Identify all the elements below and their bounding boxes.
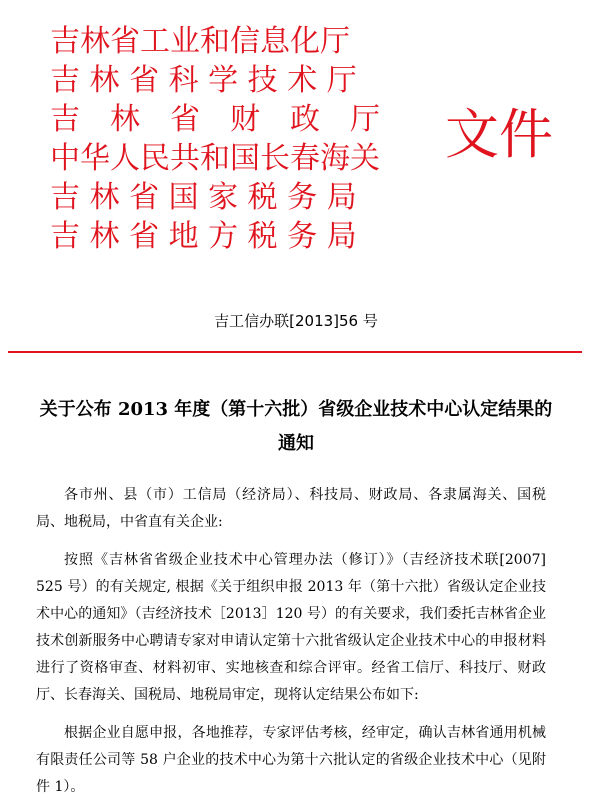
issuer-list: [50, 22, 440, 256]
issuer-name: 吉 林 省 财 政 厅: [50, 102, 380, 137]
issuer-name: 吉 林 省 科 学 技 术 厅: [50, 63, 357, 98]
body-paragraph: 按照《吉林省省级企业技术中心管理办法（修订）》（吉经济技术联[2007] 525 号）的有关规定, 根据《关于组织申报 2013 年（第十六批）省级认定企业技术中心的通知》（吉经济技术［2013］120 号）的有关要求，我们委托吉林省企业技术创新服务中心聘请专家对申请认定第十六批省级认定企业技术中心的申报材料进行了资格审查、材料初审、实地核查和综合评审。经省工信厅、科技厅、财政厅、长春海关、国税局、地税局审定，现将认定结果公布如下:: [36, 552, 546, 703]
document-number: 吉工信办联[2013]56 号: [214, 312, 378, 330]
issuer-name: 吉 林 省 国 家 税 务 局: [50, 180, 357, 215]
body-paragraph: 根据企业自愿申报，各地推荐，专家评估考核，经审定，确认吉林省通用机械有限责任公司等 58 户企业的技术中心为第十六批认定的省级企业技术中心（见附件 1）。: [36, 725, 546, 795]
salutation: 各市州、县（市）工信局（经济局）、科技局、财政局、各隶属海关、国税局、地税局，中省直有关企业:: [36, 487, 546, 530]
issuer-name: 吉 林 省 地 方 税 务 局: [50, 219, 357, 254]
document-mark: 文件: [445, 103, 553, 166]
document-body: [36, 482, 546, 812]
document-title: 关于公布 2013 年度（第十六批）省级企业技术中心认定结果的通知: [39, 399, 553, 454]
issuer-name: 中华人民共和国长春海关: [50, 141, 380, 176]
header-divider: [8, 351, 582, 353]
issuer-name: 吉林省工业和信息化厅: [50, 24, 350, 59]
